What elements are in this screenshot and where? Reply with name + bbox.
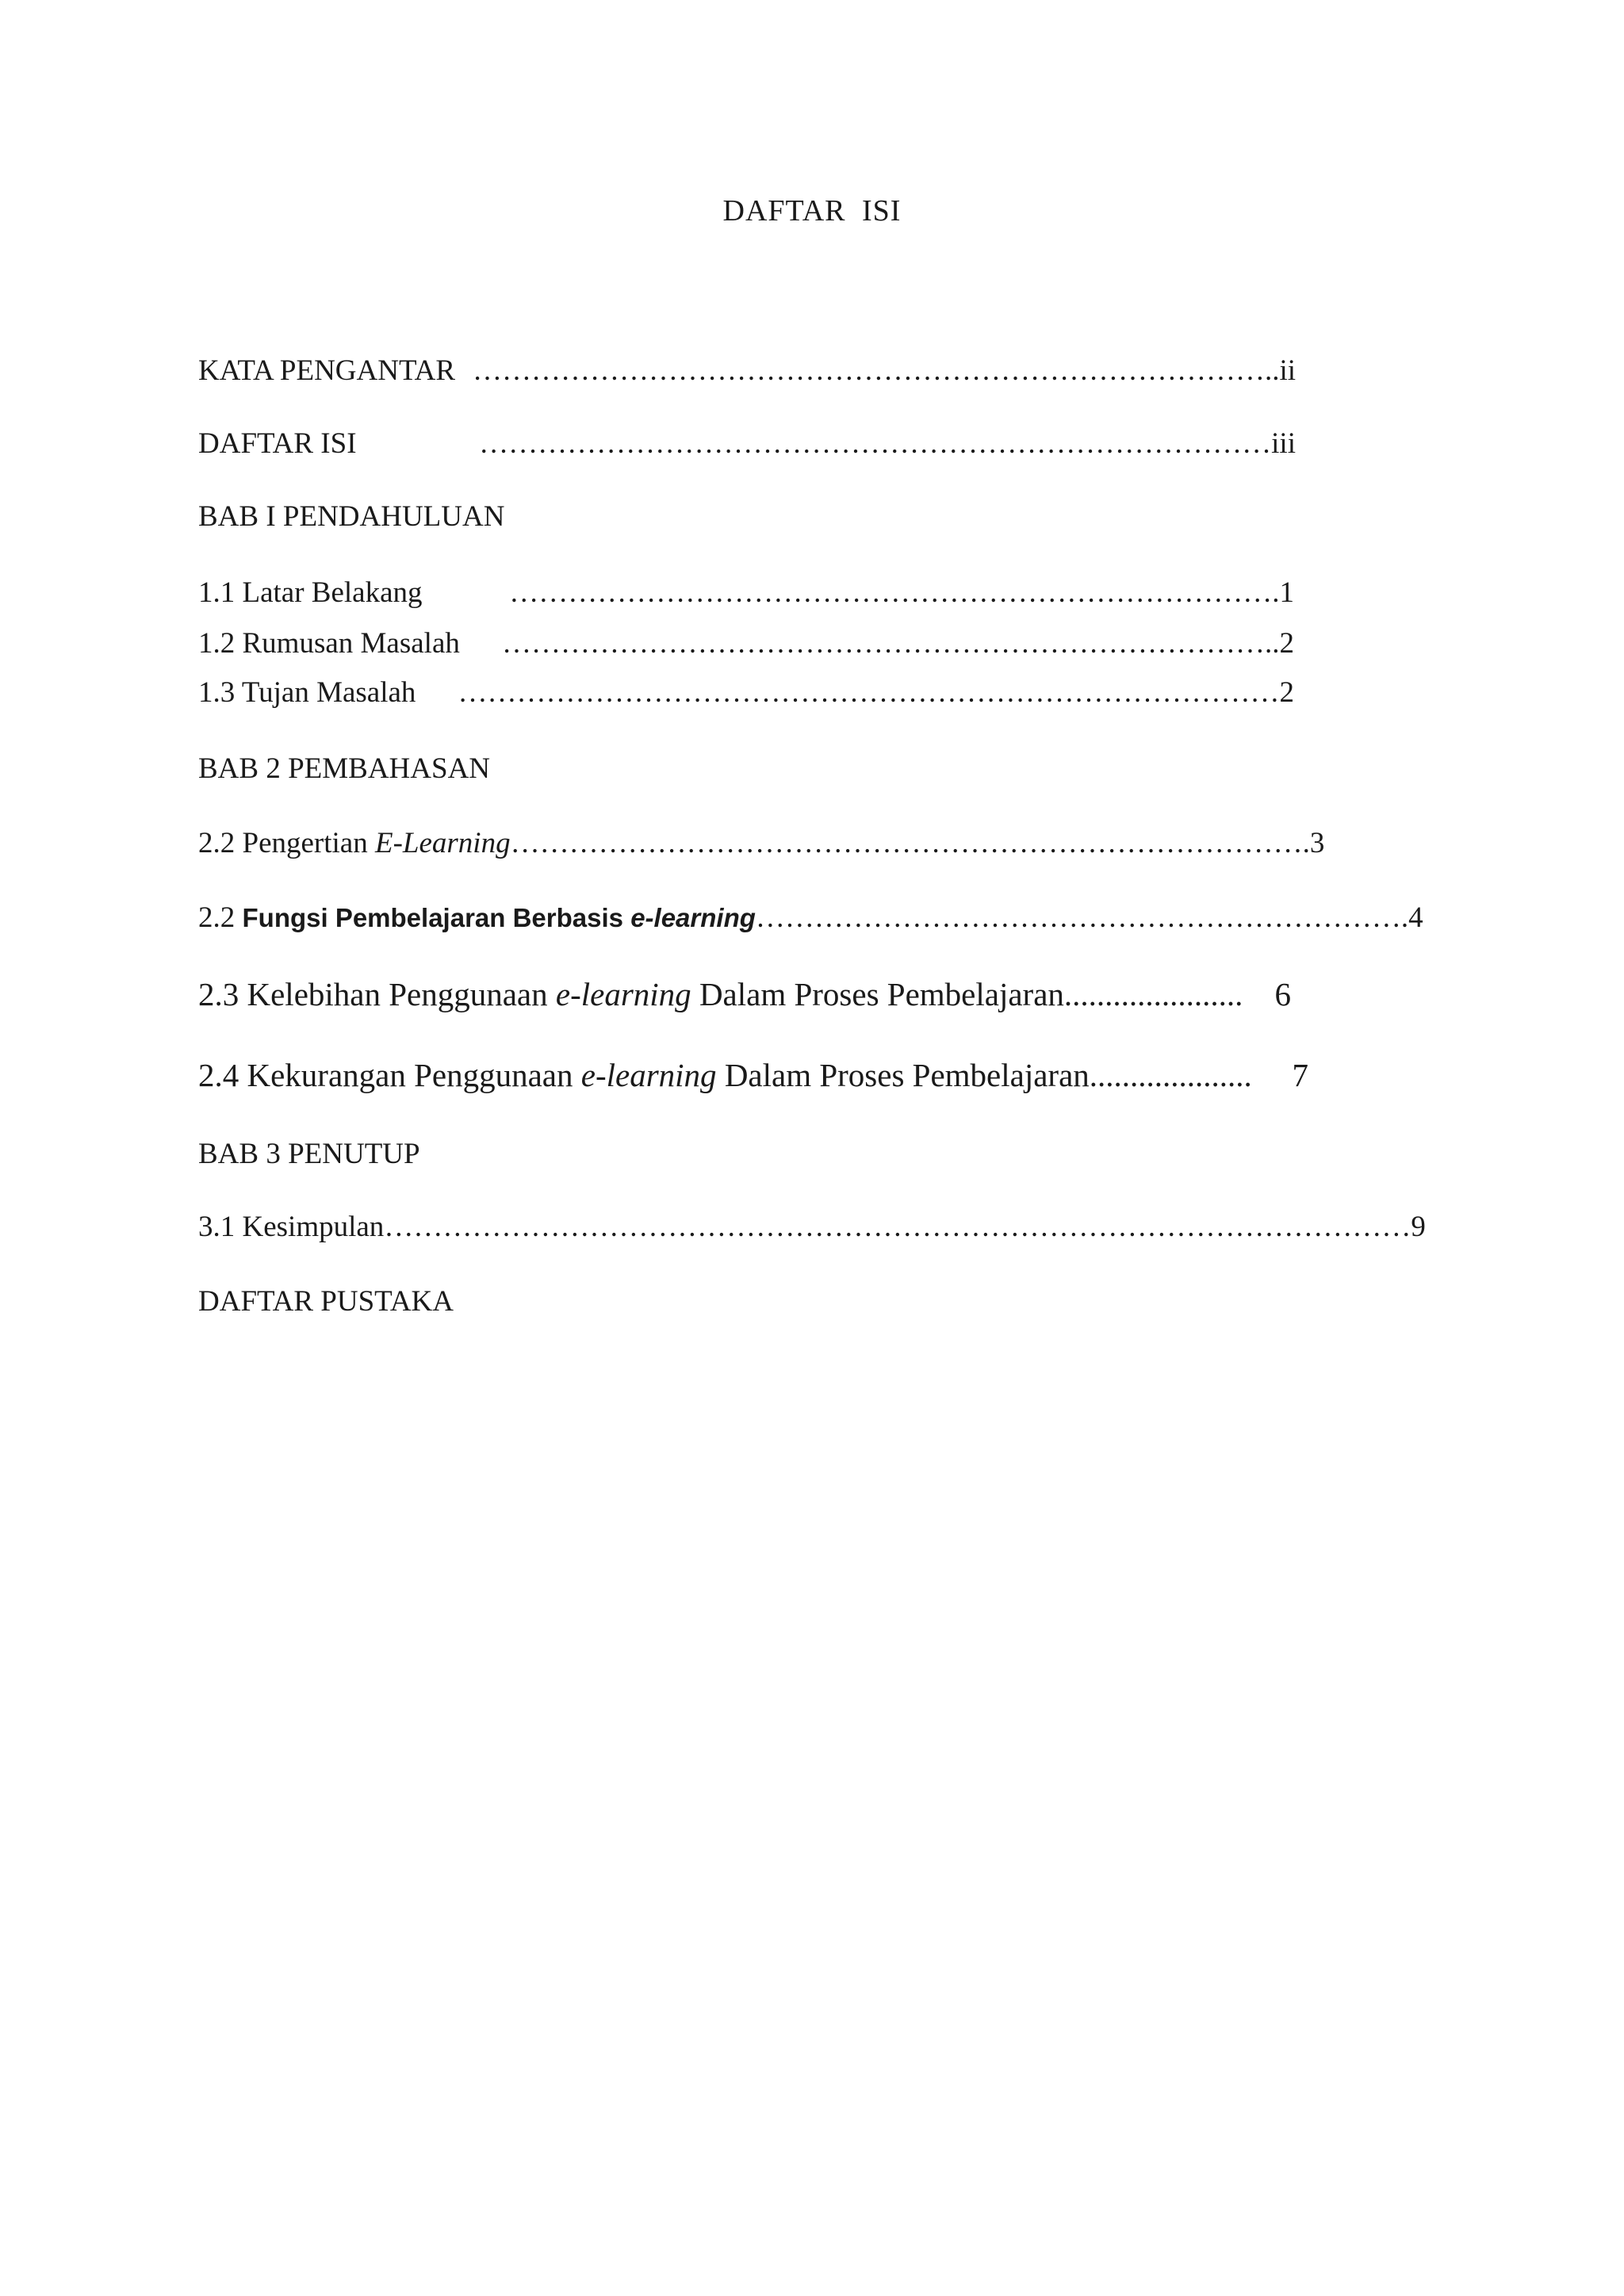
toc-entry-kesimpulan[interactable] — [198, 1210, 1426, 1244]
toc-entry-daftar-isi[interactable] — [198, 427, 1296, 461]
page-title: DAFTAR ISI — [722, 194, 902, 228]
toc-entry-fungsi-pembelajaran[interactable] — [198, 901, 1423, 935]
toc-entry-label-bold-italic: e-learning — [630, 903, 756, 932]
toc-entry-leader: …………………………………………………………………………………………… — [384, 1211, 1411, 1243]
toc-entry-label — [198, 1056, 1090, 1094]
toc-entry-leader: ………………………………………………………………………… — [458, 676, 1280, 709]
toc-entry-pengertian-e-learning[interactable] — [198, 826, 1325, 860]
toc-entry-label: 1.2 Rumusan Masalah — [198, 627, 460, 660]
toc-entry-label-italic: e-learning — [580, 1057, 717, 1093]
chapter-heading-bab-3: BAB 3 PENUTUP — [198, 1138, 420, 1170]
toc-entry-leader: ...................... — [1063, 976, 1243, 1012]
toc-entry-leader: ………………………………………………………………………. — [510, 827, 1310, 859]
toc-entry-label-prefix: 2.2 Pengertian — [198, 827, 375, 859]
toc-entry-leader: .................... — [1089, 1057, 1252, 1093]
toc-entry-label: DAFTAR ISI — [198, 427, 357, 460]
toc-entry-label — [198, 975, 1064, 1013]
toc-entry-label-italic: E-Learning — [374, 827, 511, 859]
toc-entry-page: 9 — [1411, 1211, 1426, 1243]
toc-entry-rumusan-masalah[interactable] — [198, 626, 1294, 660]
toc-entry-label-prefix: 2.3 Kelebihan Penggunaan — [198, 976, 556, 1012]
toc-entry-kata-pengantar[interactable] — [198, 354, 1296, 388]
toc-entry-label: 3.1 Kesimpulan — [198, 1211, 385, 1243]
toc-entry-kekurangan-e-learning[interactable] — [198, 1056, 1308, 1094]
toc-entry-label: KATA PENGANTAR — [198, 354, 456, 387]
toc-entry-leader: …………………………………………………………. — [755, 901, 1409, 934]
toc-entry-label-suffix: Dalam Proses Pembelajaran — [716, 1057, 1090, 1093]
toc-entry-page: 2 — [1279, 676, 1294, 709]
toc-entry-page: 6 — [1274, 976, 1291, 1012]
toc-entry-leader: ……………………………………………………………………… — [479, 427, 1272, 460]
chapter-heading-bab-1: BAB I PENDAHULUAN — [198, 500, 505, 533]
toc-entry-label — [198, 901, 756, 935]
toc-entry-label-prefix: 2.4 Kekurangan Penggunaan — [198, 1057, 581, 1093]
toc-entry-label: 1.3 Tujan Masalah — [198, 676, 416, 709]
toc-entry-latar-belakang[interactable] — [198, 576, 1294, 610]
chapter-heading-bab-2: BAB 2 PEMBAHASAN — [198, 752, 491, 785]
toc-entry-label — [198, 826, 511, 860]
toc-heading-daftar-pustaka[interactable]: DAFTAR PUSTAKA — [198, 1285, 454, 1318]
toc-entry-label-prefix: 2.2 — [198, 901, 243, 934]
toc-entry-tujan-masalah[interactable] — [198, 675, 1294, 710]
toc-entry-page: 2 — [1279, 627, 1294, 660]
toc-entry-label-suffix: Dalam Proses Pembelajaran — [691, 976, 1064, 1012]
toc-entry-label-bold: Fungsi Pembelajaran Berbasis — [242, 903, 631, 932]
toc-entry-page: 7 — [1292, 1057, 1308, 1093]
toc-entry-label: 1.1 Latar Belakang — [198, 576, 423, 609]
toc-entry-page: 1 — [1279, 576, 1294, 609]
toc-entry-kelebihan-e-learning[interactable] — [198, 975, 1291, 1013]
toc-entry-page: 3 — [1309, 827, 1325, 859]
toc-entry-leader: ……………………………………………………………………….. — [472, 354, 1280, 387]
toc-entry-page: 4 — [1408, 901, 1423, 934]
toc-entry-page: iii — [1271, 427, 1296, 460]
toc-entry-leader: ……………………………………………………………………. — [509, 576, 1280, 609]
toc-entry-label-italic: e-learning — [555, 976, 691, 1012]
toc-entry-page: ii — [1279, 354, 1296, 387]
toc-entry-leader: …………………………………………………………………….. — [502, 627, 1280, 660]
